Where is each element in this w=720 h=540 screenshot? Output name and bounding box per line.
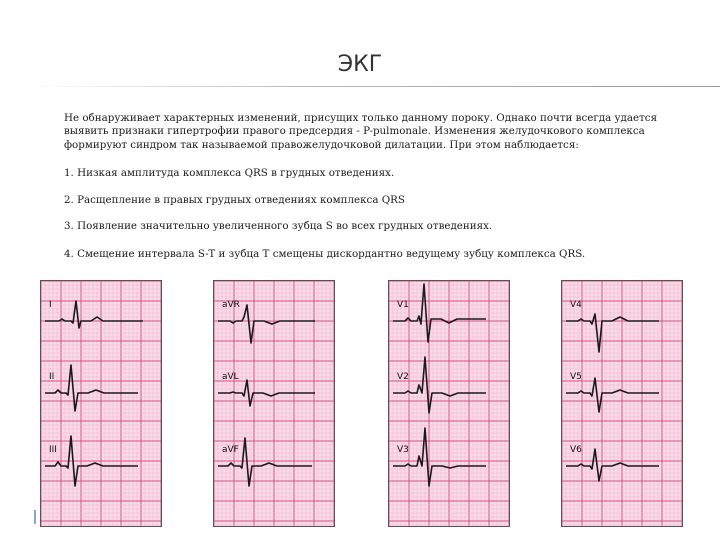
ecg-strip-chest-left <box>561 280 683 527</box>
slide-title: ЭКГ <box>337 52 383 77</box>
ecg-paper <box>214 281 334 526</box>
lead-label-avr: aVR <box>222 300 240 310</box>
ecg-paper <box>562 281 682 526</box>
ecg-paper <box>389 281 509 526</box>
lead-label-v5: V5 <box>570 372 582 382</box>
finding-2: 2. Расщепление в правых грудных отведениях комплекса QRS <box>64 194 405 206</box>
finding-1: 1. Низкая амплитуда комплекса QRS в грудных отведениях. <box>64 167 395 179</box>
lead-label-iii: III <box>49 445 57 455</box>
lead-label-v2: V2 <box>397 372 409 382</box>
ecg-paper <box>41 281 161 526</box>
ecg-strip-chest-right <box>388 280 510 527</box>
lead-label-avl: aVL <box>222 372 239 382</box>
lead-label-v4: V4 <box>570 300 582 310</box>
lead-label-i: I <box>49 300 52 310</box>
ecg-strip-limb <box>40 280 162 527</box>
intro-paragraph: Не обнаруживает характерных изменений, присущих только данному пороку. Однако почти всегда удается выявить признаки гипертрофии правого предсердия - P-pulmonale. Изменения желудочкового комплекса формируют синдром так называемой правожелудочковой дилатации. При этом наблюдается: <box>64 112 658 151</box>
lead-label-v6: V6 <box>570 445 582 455</box>
lead-label-ii: II <box>49 372 55 382</box>
finding-4: 4. Смещение интервала S-T и зубца T смещены дискордантно ведущему зубцу комплекса QRS. <box>64 248 586 260</box>
lead-label-v1: V1 <box>397 300 409 310</box>
finding-3: 3. Появление значительно увеличенного зубца S во всех грудных отведениях. <box>64 220 493 232</box>
slide-accent-bar <box>34 510 36 524</box>
lead-label-avf: aVF <box>222 445 239 455</box>
ecg-strip-augmented <box>213 280 335 527</box>
lead-label-v3: V3 <box>397 445 409 455</box>
